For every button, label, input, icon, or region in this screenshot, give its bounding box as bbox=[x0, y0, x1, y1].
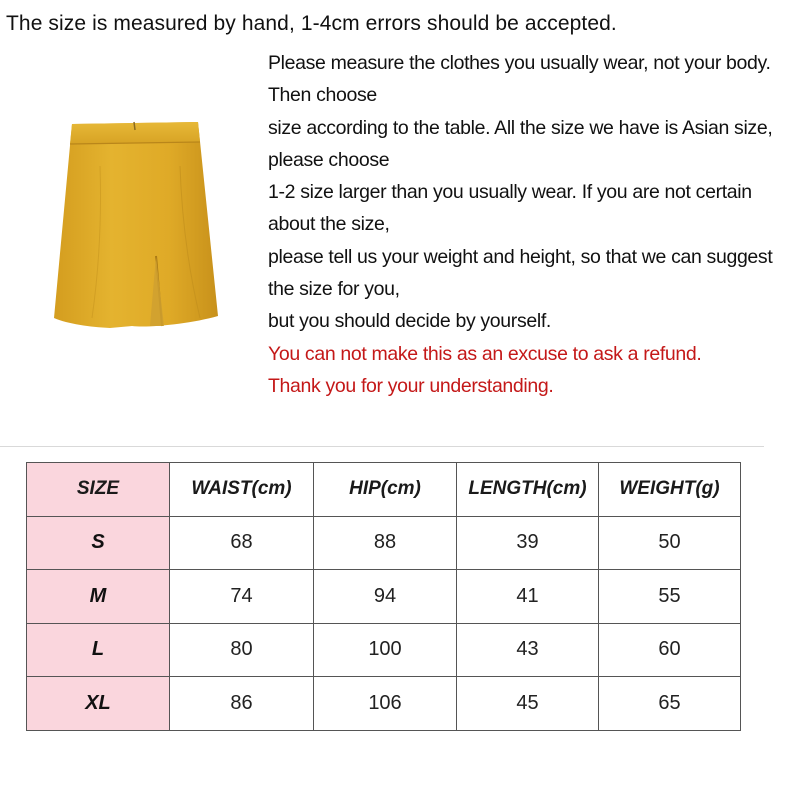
size-label: XL bbox=[27, 677, 170, 731]
instruction-line: Then choose bbox=[268, 84, 377, 107]
instruction-line: the size for you, bbox=[268, 278, 400, 301]
length-value: 43 bbox=[457, 623, 599, 677]
column-header-size: SIZE bbox=[27, 463, 170, 517]
length-value: 39 bbox=[457, 516, 599, 570]
yellow-skirt-illustration bbox=[40, 106, 230, 338]
column-header-hip: HIP(cm) bbox=[314, 463, 457, 517]
table-row bbox=[27, 677, 741, 731]
measurement-disclaimer: The size is measured by hand, 1-4cm errors should be accepted. bbox=[6, 12, 617, 35]
instruction-line: size according to the table. All the size we have is Asian size, bbox=[268, 116, 773, 139]
refund-warning-line: You can not make this as an excuse to ask a refund. bbox=[268, 342, 702, 365]
table-row bbox=[27, 623, 741, 677]
weight-value: 55 bbox=[599, 570, 741, 624]
weight-value: 60 bbox=[599, 623, 741, 677]
instruction-line: please choose bbox=[268, 148, 390, 171]
column-header-waist: WAIST(cm) bbox=[170, 463, 314, 517]
weight-value: 50 bbox=[599, 516, 741, 570]
size-label: L bbox=[27, 623, 170, 677]
size-label: M bbox=[27, 570, 170, 624]
waist-value: 86 bbox=[170, 677, 314, 731]
instruction-line: but you should decide by yourself. bbox=[268, 310, 551, 333]
hip-value: 100 bbox=[314, 623, 457, 677]
weight-value: 65 bbox=[599, 677, 741, 731]
size-label: S bbox=[27, 516, 170, 570]
table-row bbox=[27, 516, 741, 570]
waist-value: 80 bbox=[170, 623, 314, 677]
waist-value: 68 bbox=[170, 516, 314, 570]
waist-value: 74 bbox=[170, 570, 314, 624]
table-header-row bbox=[27, 463, 741, 517]
instruction-line: 1-2 size larger than you usually wear. If you are not certain bbox=[268, 181, 752, 204]
size-chart-table bbox=[26, 462, 741, 731]
instruction-line: about the size, bbox=[268, 213, 390, 236]
length-value: 45 bbox=[457, 677, 599, 731]
product-image bbox=[40, 106, 230, 338]
hip-value: 94 bbox=[314, 570, 457, 624]
length-value: 41 bbox=[457, 570, 599, 624]
hip-value: 106 bbox=[314, 677, 457, 731]
thank-you-line: Thank you for your understanding. bbox=[268, 374, 554, 397]
column-header-length: LENGTH(cm) bbox=[457, 463, 599, 517]
hip-value: 88 bbox=[314, 516, 457, 570]
section-divider bbox=[0, 446, 764, 447]
sizing-instructions bbox=[268, 47, 800, 402]
table-row bbox=[27, 570, 741, 624]
instruction-line: please tell us your weight and height, so that we can suggest bbox=[268, 245, 773, 268]
column-header-weight: WEIGHT(g) bbox=[599, 463, 741, 517]
instruction-line: Please measure the clothes you usually wear, not your body. bbox=[268, 52, 771, 74]
